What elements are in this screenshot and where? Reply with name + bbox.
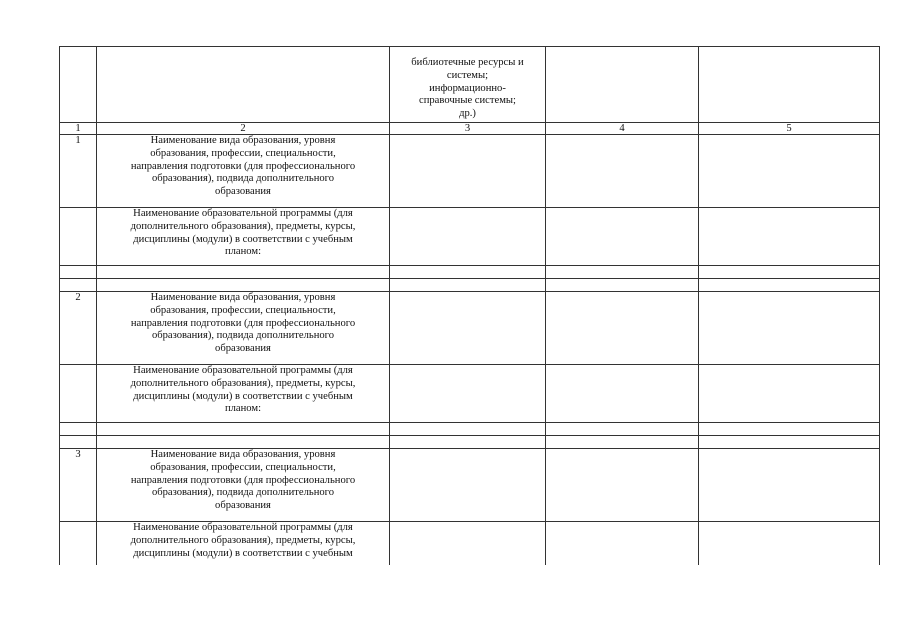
empty-cell bbox=[546, 135, 699, 208]
empty-cell bbox=[390, 135, 546, 208]
empty-cell bbox=[699, 208, 880, 266]
empty-cell bbox=[699, 522, 880, 565]
empty-cell bbox=[546, 365, 699, 423]
empty-row bbox=[60, 266, 880, 279]
header-cell-3: библиотечные ресурсы и системы; информационно- справочные системы; др.) bbox=[390, 47, 546, 123]
empty-cell bbox=[60, 365, 97, 423]
empty-cell bbox=[546, 208, 699, 266]
empty-cell bbox=[699, 135, 880, 208]
column-number: 4 bbox=[546, 123, 699, 135]
empty-cell bbox=[546, 449, 699, 522]
empty-row bbox=[60, 279, 880, 292]
empty-cell bbox=[390, 292, 546, 365]
empty-cell bbox=[699, 292, 880, 365]
header-cell-5 bbox=[699, 47, 880, 123]
header-cell-2 bbox=[97, 47, 390, 123]
empty-cell bbox=[390, 522, 546, 565]
resource-table bbox=[59, 46, 880, 565]
row-number: 3 bbox=[60, 449, 97, 522]
education-kind-cell: Наименование вида образования, уровня образования, профессии, специальности, направления подготовки (для профессионального образования), подвида дополнительного образования bbox=[97, 135, 390, 208]
empty-cell bbox=[546, 522, 699, 565]
program-cell: Наименование образовательной программы (для дополнительного образования), предметы, курсы, дисциплины (модули) в соответствии с учебным планом: bbox=[97, 365, 390, 423]
program-row bbox=[60, 522, 880, 565]
education-kind-row bbox=[60, 449, 880, 522]
column-number: 5 bbox=[699, 123, 880, 135]
education-kind-row bbox=[60, 135, 880, 208]
row-number: 1 bbox=[60, 135, 97, 208]
empty-cell bbox=[60, 522, 97, 565]
education-kind-cell: Наименование вида образования, уровня образования, профессии, специальности, направления подготовки (для профессионального образования), подвида дополнительного образования bbox=[97, 292, 390, 365]
header-cell-1 bbox=[60, 47, 97, 123]
column-number-row bbox=[60, 123, 880, 135]
column-number: 2 bbox=[97, 123, 390, 135]
empty-cell bbox=[390, 449, 546, 522]
empty-row bbox=[60, 423, 880, 436]
program-row bbox=[60, 365, 880, 423]
program-row bbox=[60, 208, 880, 266]
education-kind-row bbox=[60, 292, 880, 365]
row-number: 2 bbox=[60, 292, 97, 365]
empty-cell bbox=[390, 208, 546, 266]
empty-cell bbox=[699, 449, 880, 522]
program-cell: Наименование образовательной программы (для дополнительного образования), предметы, курсы, дисциплины (модули) в соответствии с учебным bbox=[97, 522, 390, 565]
empty-cell bbox=[546, 292, 699, 365]
header-cell-4 bbox=[546, 47, 699, 123]
column-number: 3 bbox=[390, 123, 546, 135]
table-header-row bbox=[60, 47, 880, 123]
empty-row bbox=[60, 436, 880, 449]
column-number: 1 bbox=[60, 123, 97, 135]
empty-cell bbox=[699, 365, 880, 423]
empty-cell bbox=[390, 365, 546, 423]
empty-cell bbox=[60, 208, 97, 266]
education-kind-cell: Наименование вида образования, уровня образования, профессии, специальности, направления подготовки (для профессионального образования), подвида дополнительного образования bbox=[97, 449, 390, 522]
program-cell: Наименование образовательной программы (для дополнительного образования), предметы, курсы, дисциплины (модули) в соответствии с учебным планом: bbox=[97, 208, 390, 266]
